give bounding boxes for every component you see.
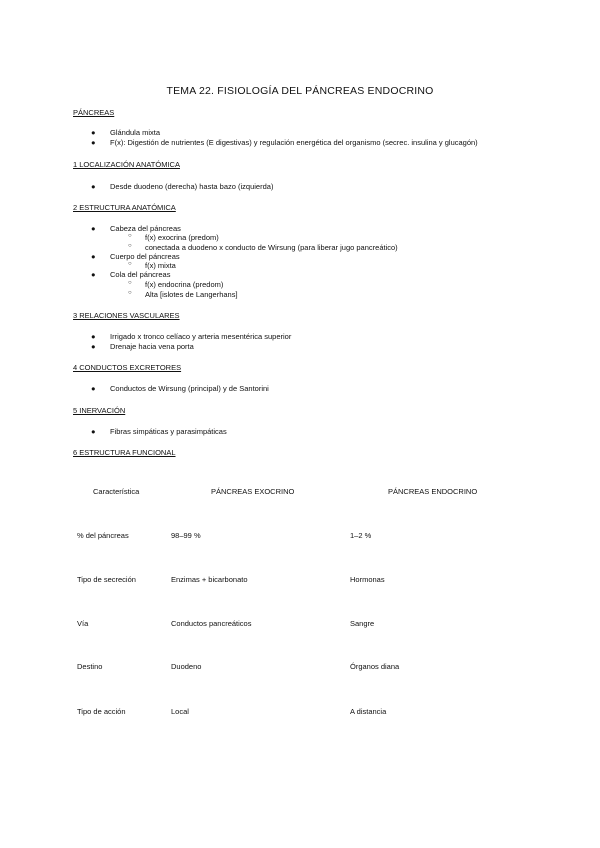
bullet-icon: ● <box>91 427 96 436</box>
table-cell: Duodeno <box>171 662 202 671</box>
table-cell: Destino <box>77 662 103 671</box>
bullet-icon: ● <box>91 342 96 351</box>
bullet-icon: ● <box>91 270 96 279</box>
section-heading-localizacion: 1 LOCALIZACIÓN ANATÓMICA <box>73 160 180 169</box>
table-cell: Enzimas + bicarbonato <box>171 575 248 584</box>
circle-bullet-icon: ○ <box>128 290 132 296</box>
section-heading-conductos-excretores: 4 CONDUCTOS EXCRETORES <box>73 363 182 372</box>
document-page: TEMA 22. FISIOLOGÍA DEL PÁNCREAS ENDOCRINO PÁNCREAS ● Glándula mixta ● F(x): Digestión de nutrientes (E digestivas) y regulación energética del organismo (secrec. insulina y glucagón) 1 LOCALIZACIÓN ANATÓMICA ● Desde duodeno (derecha) hasta bazo (izquierda) 2 ESTRUCTURA ANATÓMICA ● Cabeza del páncreas ○ f(x) exocrina (predom) ○ conectada a duodeno x conducto de Wirsung (para liberar jugo pancreático) ● Cuerpo del páncreas ○ f(x) mixta ● Cola del páncreas ○ f(x) endocrina (predom) ○ Alta [islotes de Langerhans] 3 RELACIONES VASCULARES ● Irrigado x tronco celíaco y arteria mesentérica superior ● Drenaje hacia vena porta 4 CONDUCTOS EXCRETORES ● Conductos de Wirsung (principal) y de Santorini 5 INERVACIÓN ● Fibras simpáticas y parasimpáticas 6 ESTRUCTURA FUNCIONAL Característica PÁNCREAS EXOCRINO PÁNCREAS ENDOCRINO % del páncreas 98–99 % 1–2 % Tipo de secreción Enzimas + bicarbonato Hormonas Vía Conductos pancreáticos Sangre Destino Duodeno Órganos diana Tipo de acción Local A distancia <box>0 0 600 848</box>
bullet-icon: ● <box>91 224 96 233</box>
table-cell: Hormonas <box>350 575 385 584</box>
bullet-icon: ● <box>91 182 96 191</box>
table-cell: Vía <box>77 619 89 628</box>
bullet-icon: ● <box>91 252 96 261</box>
section-heading-inervacion: 5 INERVACIÓN <box>73 406 126 415</box>
table-cell: Órganos diana <box>350 662 400 671</box>
page-title: TEMA 22. FISIOLOGÍA DEL PÁNCREAS ENDOCRINO <box>166 85 434 97</box>
table-cell: Tipo de secreción <box>77 575 136 584</box>
table-header-caracteristica: Característica <box>93 487 140 496</box>
circle-bullet-icon: ○ <box>128 243 132 249</box>
table-header-endocrino: PÁNCREAS ENDOCRINO <box>388 487 478 496</box>
table-cell: Local <box>171 707 189 716</box>
bullet-icon: ● <box>91 384 96 393</box>
circle-bullet-icon: ○ <box>128 261 132 267</box>
table-cell: Conductos pancreáticos <box>171 619 252 628</box>
table-cell: 98–99 % <box>171 531 201 540</box>
table-cell: Tipo de acción <box>77 707 126 716</box>
circle-bullet-icon: ○ <box>128 280 132 286</box>
bullet-icon: ● <box>91 138 96 147</box>
table-cell: % del páncreas <box>77 531 129 540</box>
section-heading-estructura-anatomica: 2 ESTRUCTURA ANATÓMICA <box>73 203 176 212</box>
table-cell: A distancia <box>350 707 387 716</box>
bullet-icon: ● <box>91 128 96 137</box>
table-header-exocrino: PÁNCREAS EXOCRINO <box>211 487 295 496</box>
table-cell: Sangre <box>350 619 375 628</box>
circle-bullet-icon: ○ <box>128 233 132 239</box>
section-heading-relaciones-vasculares: 3 RELACIONES VASCULARES <box>73 311 180 320</box>
section-heading-pancreas: PÁNCREAS <box>73 108 115 117</box>
table-cell: 1–2 % <box>350 531 372 540</box>
section-heading-estructura-funcional: 6 ESTRUCTURA FUNCIONAL <box>73 448 176 457</box>
bullet-icon: ● <box>91 332 96 341</box>
